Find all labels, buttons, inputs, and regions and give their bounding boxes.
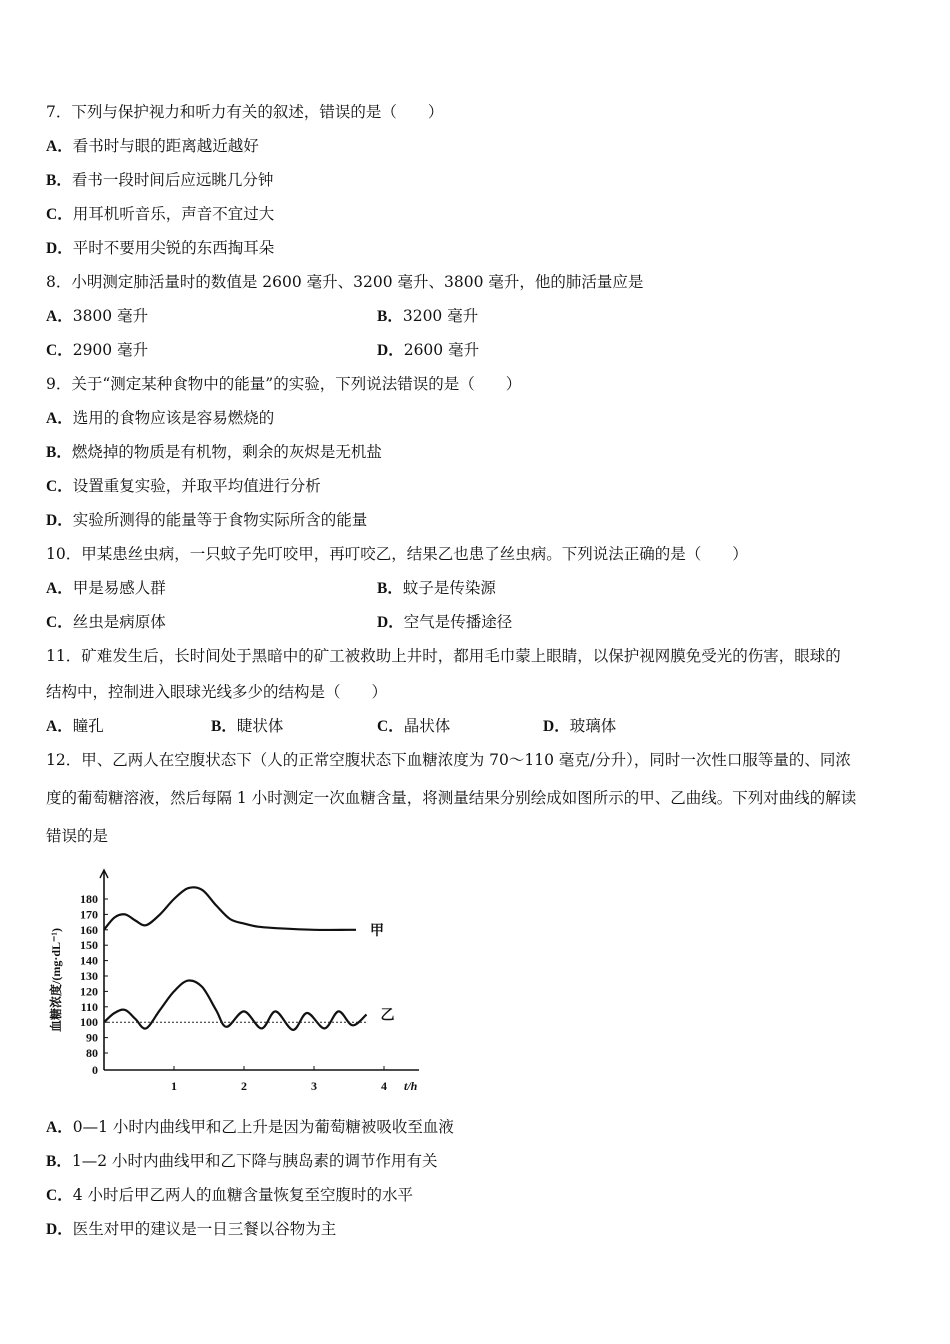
q9-option-a: A．选用的食物应该是容易燃烧的	[46, 409, 275, 427]
q12-option-c: C．4 小时后甲乙两人的血糖含量恢复至空腹时的水平	[46, 1186, 413, 1204]
q9-stem: 9．关于“测定某种食物中的能量”的实验，下列说法错误的是（ ）	[46, 375, 522, 393]
x-tick-label: 4	[381, 1079, 387, 1093]
q12-stem-line2: 度的葡萄糖溶液，然后每隔 1 小时测定一次血糖含量，将测量结果分别绘成如图所示的甲、乙曲线。下列对曲线的解读	[46, 789, 857, 807]
y-tick-label: 110	[80, 999, 98, 1014]
q10-option-b: B．蚊子是传染源	[377, 579, 496, 597]
q7-option-a: A．看书时与眼的距离越近越好	[46, 137, 259, 155]
q9-option-b: B．燃烧掉的物质是有机物，剩余的灰烬是无机盐	[46, 443, 382, 461]
y-axis-label: 血糖浓度/(mg·dL⁻¹)	[49, 928, 63, 1032]
blood-glucose-chart	[44, 862, 424, 1094]
y-tick-label: 140	[80, 953, 98, 968]
y-tick-label: 100	[80, 1015, 98, 1030]
y-tick-label: 180	[80, 892, 98, 906]
q11-stem-line1: 11．矿难发生后，长时间处于黑暗中的矿工被救助上井时，都用毛巾蒙上眼睛，以保护视网膜免受光的伤害，眼球的	[46, 647, 841, 665]
q8-option-b: B．3200 毫升	[377, 307, 479, 325]
q7-option-d: D．平时不要用尖锐的东西掏耳朵	[46, 239, 275, 257]
q11-stem-line2: 结构中，控制进入眼球光线多少的结构是（ ）	[46, 683, 388, 701]
y-tick-label: 150	[80, 938, 98, 953]
y-tick-label: 90	[86, 1030, 98, 1045]
q10-option-c: C．丝虫是病原体	[46, 613, 166, 631]
q11-option-a: A．瞳孔	[46, 717, 104, 735]
q8-option-d: D．2600 毫升	[377, 341, 480, 359]
q10-stem: 10．甲某患丝虫病，一只蚊子先叮咬甲，再叮咬乙，结果乙也患了丝虫病。下列说法正确的是（ ）	[46, 545, 748, 563]
q12-option-a: A．0—1 小时内曲线甲和乙上升是因为葡萄糖被吸收至血液	[46, 1118, 454, 1136]
q9-option-c: C．设置重复实验，并取平均值进行分析	[46, 477, 321, 495]
q10-option-a: A．甲是易感人群	[46, 579, 166, 597]
q12-stem-line3: 错误的是	[46, 827, 109, 845]
series-jia-label: 甲	[370, 923, 384, 939]
y-tick-label: 0	[92, 1063, 98, 1077]
y-tick-label: 130	[80, 969, 98, 983]
y-tick-label: 160	[80, 922, 98, 937]
q8-option-a: A．3800 毫升	[46, 307, 149, 325]
q11-option-b: B．睫状体	[211, 717, 284, 735]
q7-option-c: C．用耳机听音乐，声音不宜过大	[46, 205, 275, 223]
q9-option-d: D．实验所测得的能量等于食物实际所含的能量	[46, 511, 368, 529]
series-yi-line	[104, 980, 367, 1029]
q10-option-d: D．空气是传播途径	[377, 613, 513, 631]
series-jia-line	[104, 887, 356, 930]
q8-option-c: C．2900 毫升	[46, 341, 149, 359]
q11-option-d: D．玻璃体	[543, 717, 617, 735]
q11-option-c: C．晶状体	[377, 717, 451, 735]
x-tick-label: 2	[241, 1079, 247, 1093]
q12-option-b: B．1—2 小时内曲线甲和乙下降与胰岛素的调节作用有关	[46, 1152, 438, 1170]
y-tick-label: 170	[80, 907, 98, 922]
x-axis-label: t/h	[404, 1079, 418, 1093]
q7-stem: 7．下列与保护视力和听力有关的叙述，错误的是（ ）	[46, 103, 444, 121]
q12-stem-line1: 12．甲、乙两人在空腹状态下（人的正常空腹状态下血糖浓度为 70～110 毫克/分升），同时一次性口服等量的、同浓	[46, 751, 851, 769]
y-tick-label: 120	[80, 984, 98, 999]
y-tick-label: 80	[86, 1046, 98, 1060]
q12-option-d: D．医生对甲的建议是一日三餐以谷物为主	[46, 1220, 337, 1238]
x-tick-label: 3	[311, 1079, 317, 1093]
q8-stem: 8．小明测定肺活量时的数值是 2600 毫升、3200 毫升、3800 毫升，他的肺活量应是	[46, 273, 644, 291]
x-tick-label: 1	[171, 1079, 177, 1093]
series-yi-label: 乙	[380, 1008, 395, 1024]
q7-option-b: B．看书一段时间后应远眺几分钟	[46, 171, 274, 189]
